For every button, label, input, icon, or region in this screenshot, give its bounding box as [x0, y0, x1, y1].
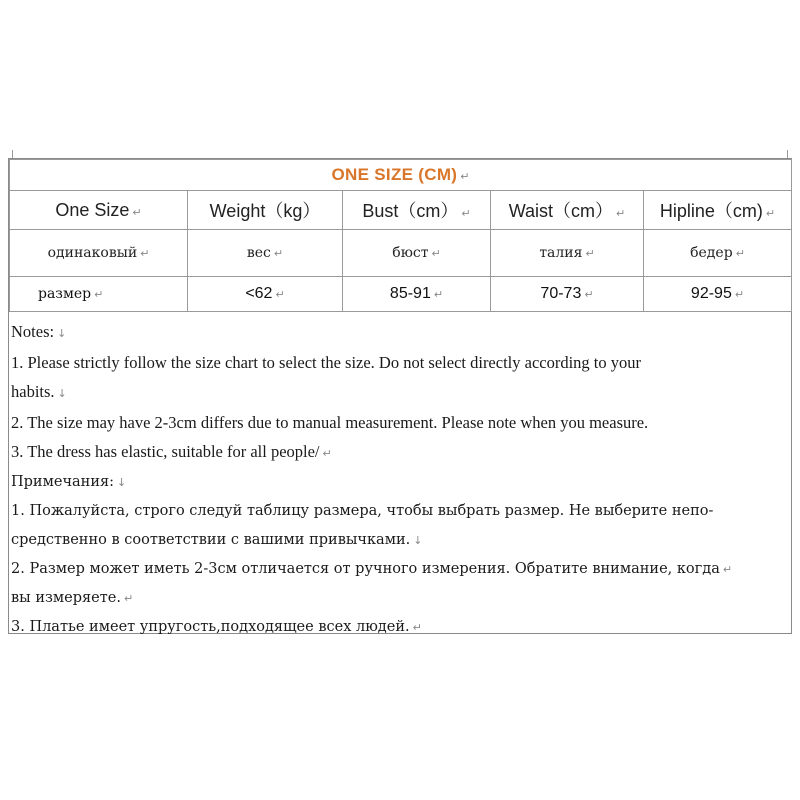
- notes-block-ru: [11, 468, 787, 642]
- header-cell: [188, 191, 343, 230]
- corner-mark-right: [787, 150, 796, 158]
- header-weight: Weight（kg）: [209, 201, 321, 221]
- return-mark-icon: ↵: [722, 563, 733, 576]
- table-title-cell: [10, 160, 792, 191]
- return-mark-icon: ↵: [433, 288, 444, 301]
- value-size: размер: [38, 286, 92, 302]
- header-waist: Waist（cm）: [508, 201, 614, 221]
- notes-title-ru: [11, 468, 787, 497]
- note-line: [11, 613, 787, 642]
- value-waist: 70-73: [540, 285, 582, 302]
- corner-mark-left: [4, 150, 13, 158]
- value-cell: [10, 277, 188, 312]
- note-line-text: 2. Размер может иметь 2-3см отличается от ручного измерения. Обратите внимание, когда: [11, 561, 720, 577]
- line-break-icon: ↓: [413, 534, 423, 547]
- note-line: [11, 555, 787, 584]
- notes-title-ru-text: Примечания:: [11, 474, 115, 490]
- value-cell: [188, 277, 343, 312]
- note-line: 1. Пожалуйста, строго следуй таблицу размера, чтобы выбрать размер. Не выберите непо-: [11, 503, 714, 519]
- ru-header-hip: бедер: [690, 245, 733, 261]
- line-break-icon: ↓: [57, 327, 67, 340]
- header-hipline: Hipline（cm): [659, 201, 763, 221]
- header-cell: [343, 191, 491, 230]
- note-line: [11, 437, 787, 468]
- return-mark-icon: ↵: [412, 621, 422, 634]
- note-line: 1. Please strictly follow the size chart to select the size. Do not select directly according to your: [11, 353, 642, 372]
- note-line-text: 3. The dress has elastic, suitable for all people/: [11, 442, 320, 461]
- return-mark-icon: ↵: [322, 447, 332, 460]
- ru-header-waist: талия: [539, 245, 583, 261]
- value-cell: [491, 277, 644, 312]
- return-mark-icon: ↵: [275, 288, 285, 301]
- return-mark-icon: ↵: [734, 288, 745, 301]
- return-mark-icon: ↵: [431, 247, 441, 260]
- table-row: [10, 277, 792, 312]
- notes-title-en: [11, 317, 787, 348]
- value-cell: [644, 277, 792, 312]
- value-cell: [343, 277, 491, 312]
- ru-header-cell: [644, 230, 792, 277]
- value-weight: <62: [245, 285, 273, 302]
- note-line-text: вы измеряете.: [11, 590, 121, 606]
- ru-header-cell: [491, 230, 644, 277]
- header-cell: [491, 191, 644, 230]
- table-title-row: [10, 160, 792, 191]
- size-table: [9, 159, 792, 312]
- return-mark-icon: ↵: [735, 247, 745, 260]
- ru-header-bust: бюст: [392, 245, 429, 261]
- ru-header-cell: [188, 230, 343, 277]
- return-mark-icon: ↵: [94, 288, 104, 301]
- note-line-text: средственно в соответствии с вашими привычками.: [11, 532, 411, 548]
- notes-block: [11, 317, 787, 642]
- value-bust: 85-91: [389, 285, 431, 302]
- note-line: 2. The size may have 2-3cm differs due to manual measurement. Please note when you measure.: [11, 413, 649, 432]
- ru-header-cell: [10, 230, 188, 277]
- return-mark-icon: ↵: [273, 247, 284, 260]
- line-break-icon: ↓: [57, 387, 67, 400]
- table-header-row: [10, 191, 792, 230]
- note-line: [11, 526, 787, 555]
- note-line-text: 3. Платье имеет упругость,подходящее всех людей.: [11, 619, 410, 635]
- size-chart-sheet: [8, 158, 792, 634]
- ru-header-weight: вес: [246, 245, 271, 261]
- value-hip: 92-95: [690, 285, 732, 302]
- table-title: ONE SIZE (CM): [331, 165, 458, 184]
- return-mark-icon: ↵: [765, 207, 776, 220]
- return-mark-icon: ↵: [140, 247, 150, 260]
- return-mark-icon: ↵: [132, 205, 142, 219]
- return-mark-icon: ↵: [461, 207, 471, 220]
- return-mark-icon: ↵: [616, 207, 626, 220]
- header-cell: [10, 191, 188, 230]
- header-cell: [644, 191, 792, 230]
- table-russian-header-row: [10, 230, 792, 277]
- note-line: [11, 377, 787, 408]
- line-break-icon: ↓: [117, 476, 127, 489]
- header-bust: Bust（cm）: [362, 201, 459, 221]
- note-line-text: habits.: [11, 382, 55, 401]
- return-mark-icon: ↵: [460, 170, 470, 183]
- notes-title-en-text: Notes:: [11, 322, 55, 341]
- note-line: [11, 584, 787, 613]
- return-mark-icon: ↵: [584, 288, 594, 301]
- ru-header-cell: [343, 230, 491, 277]
- ru-header-size: одинаковый: [47, 245, 138, 261]
- return-mark-icon: ↵: [123, 592, 134, 605]
- header-one-size: One Size: [55, 199, 130, 220]
- return-mark-icon: ↵: [585, 247, 595, 260]
